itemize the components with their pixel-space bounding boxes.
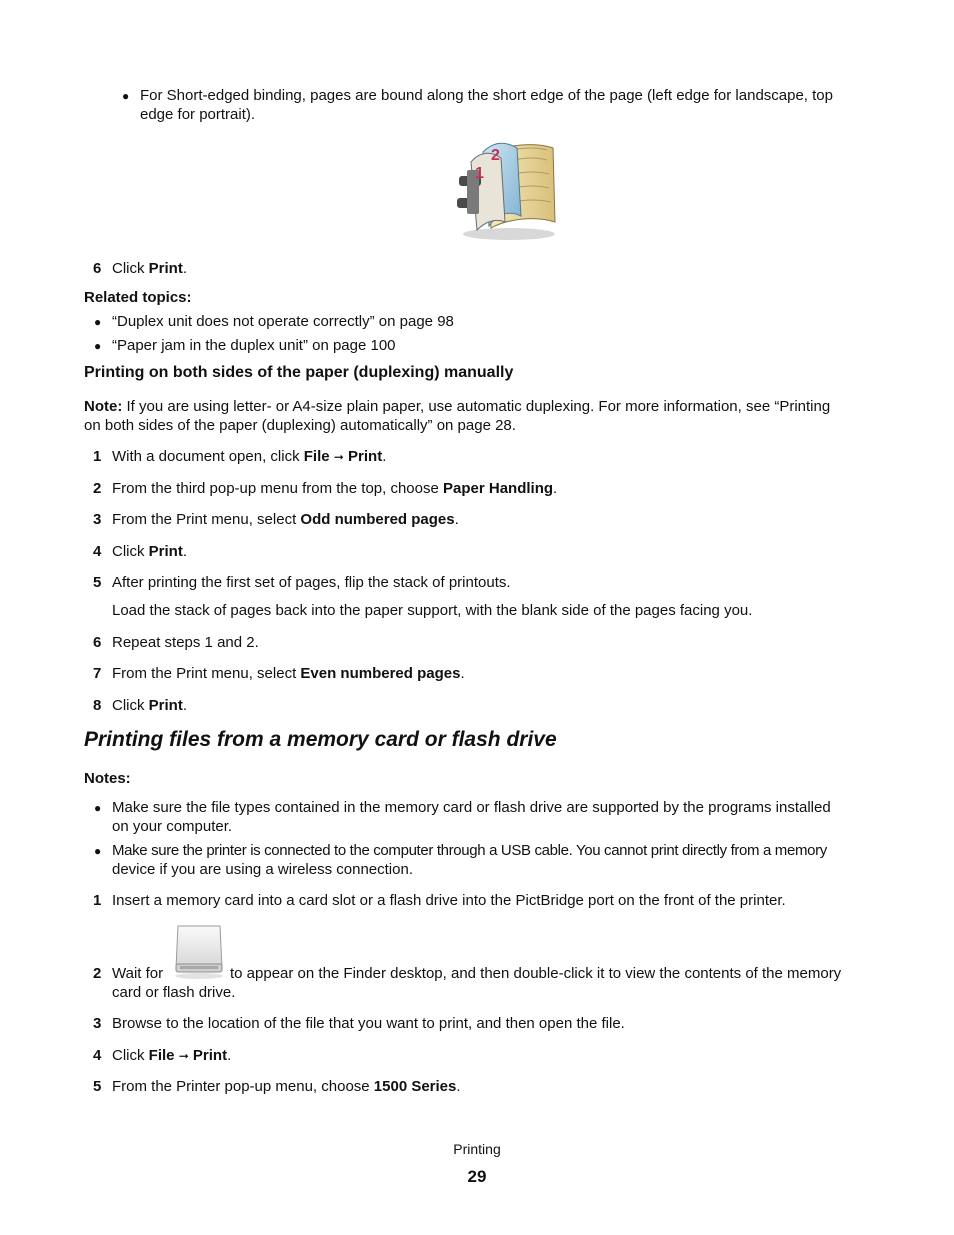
section-heading-memory-card: Printing files from a memory card or flash drive: [84, 728, 557, 751]
bullet-icon: ●: [94, 315, 102, 329]
notes-label: Notes:: [84, 770, 131, 787]
related-topics-heading: Related topics:: [84, 289, 192, 306]
memory-step-2-line2: card or flash drive.: [112, 984, 236, 1001]
page-number: 29: [467, 1167, 487, 1186]
step-number: 6: [93, 260, 102, 277]
arrow-icon: ➞: [178, 1049, 189, 1063]
bullet-icon: ●: [94, 339, 102, 353]
arrow-icon: ➞: [333, 450, 344, 464]
svg-text:2: 2: [491, 147, 500, 164]
section-heading: Printing on both sides of the paper (duplexing) manually: [84, 364, 514, 381]
svg-text:1: 1: [475, 165, 484, 182]
note-paragraph: Note: If you are using letter- or A4-size plain paper, use automatic duplexing. For more information, see “Printing on both sides of the paper (duplexing) automatically” on page 28.: [84, 398, 831, 434]
duplex-binding-icon: [447, 136, 563, 242]
binding-note-line2: edge for portrait).: [140, 106, 256, 123]
bullet-icon: ●: [94, 801, 102, 815]
note-label: Note:: [84, 398, 123, 415]
removable-drive-icon: [172, 924, 226, 980]
print-command: Print: [148, 260, 183, 277]
binding-note-line1: For Short-edged binding, pages are bound along the short edge of the page (left edge for landscape, top: [140, 87, 833, 104]
footer-section-name: Printing: [453, 1141, 501, 1157]
bullet-icon: ●: [94, 844, 102, 858]
step-5-detail: Load the stack of pages back into the paper support, with the blank side of the pages facing you.: [112, 602, 753, 619]
bullet-icon: ●: [122, 89, 130, 103]
